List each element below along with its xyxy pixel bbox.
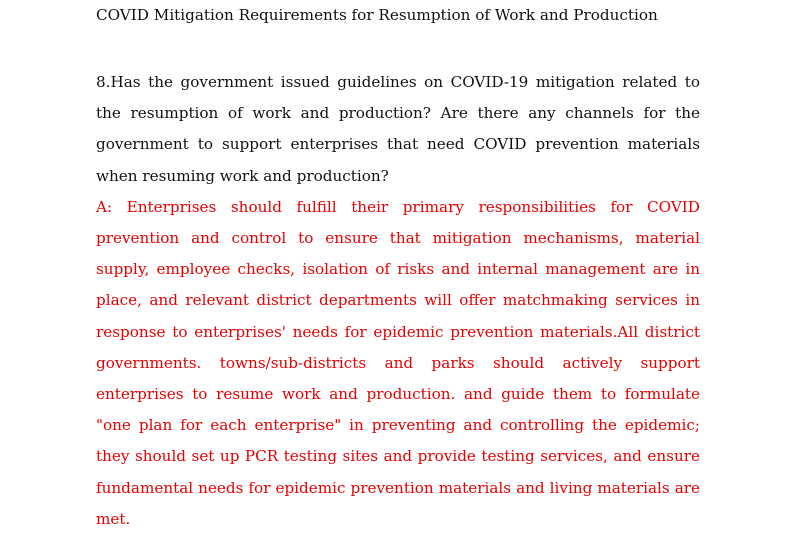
document-title: COVID Mitigation Requirements for Resumption of Work and Production — [96, 6, 658, 24]
document-page — [96, 0, 700, 535]
question-paragraph: 8.Has the government issued guidelines on COVID-19 mitigation related to the resumption of work and production? Are there any channels for the government to support enterprises that need COVID prevention materials when resuming work and production? — [96, 73, 700, 185]
answer-paragraph: A: Enterprises should fulfill their primary responsibilities for COVID prevention and control to ensure that mitigation mechanisms, material supply, employee checks, isolation of risks and internal management are in place, and relevant district departments will offer matchmaking services in response to enterprises' needs for epidemic prevention materials.All district governments. towns/sub-districts and parks should actively support enterprises to resume work and production. and guide them to formulate "one plan for each enterprise" in preventing and controlling the epidemic; they should set up PCR testing sites and provide testing services, and ensure fundamental needs for epidemic prevention materials and living materials are met. — [96, 197, 700, 528]
